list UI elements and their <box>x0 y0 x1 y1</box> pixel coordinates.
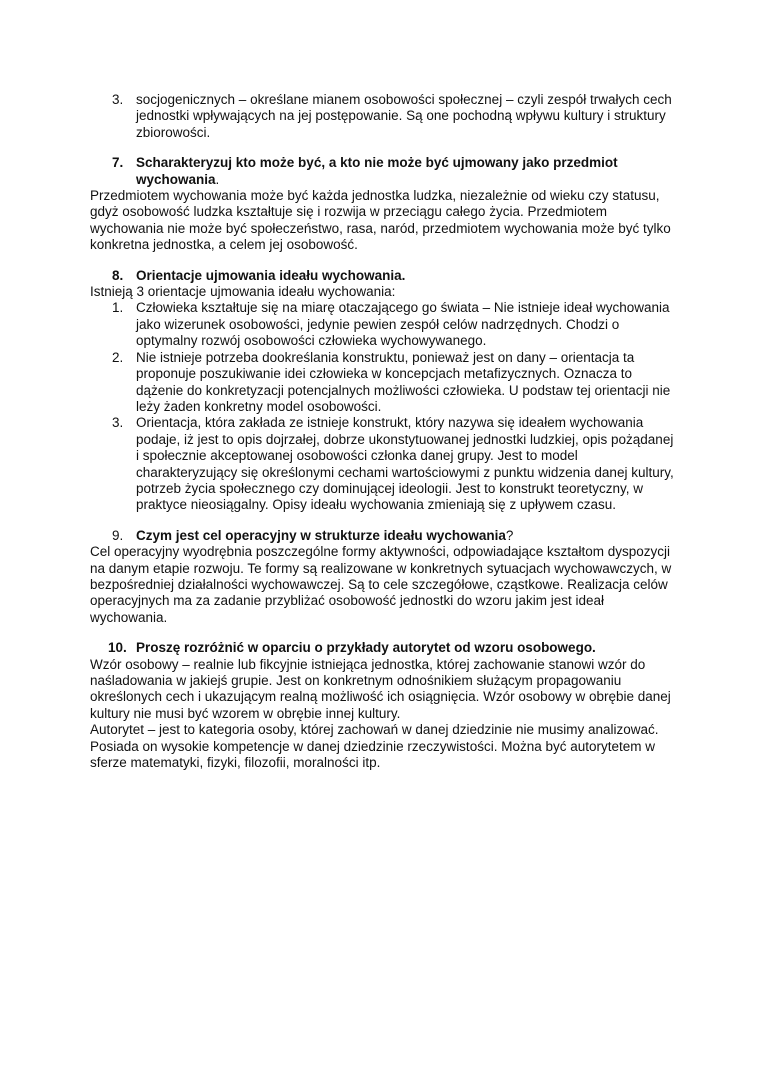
question-9-body: Cel operacyjny wyodrębnia poszczególne formy aktywności, odpowiadające kształtom dyspozycji na danym etapie rozwoju. Te formy są realizowane w konkretnych sytuacjach wychowawczych, w bezpośredniej działalności wychowawczej. Są to cele szczegółowe, cząstkowe. Realizacja celów operacyjnych ma za zadanie przybliżać osobowość jednostki do wzoru jakim jest ideał wychowania. <box>90 544 672 625</box>
question-title: Proszę rozróżnić w oparciu o przykłady autorytet od wzoru osobowego. <box>136 640 596 656</box>
list-item-text: Człowieka kształtuje się na miarę otaczającego go świata – Nie istnieje ideał wychowania jako wizerunek osobowości, jedynie pewien zespół celów nadrzędnych. Chodzi o optymalny rozwój osobowości człowieka wychowywanego. <box>136 300 670 349</box>
question-number: 7. <box>112 155 124 171</box>
list-number: 3. <box>112 415 124 431</box>
list-item-text: Orientacja, która zakłada ze istnieje konstrukt, który nazywa się ideałem wychowania podaje, iż jest to opis dojrzałej, dobrze ukonstytuowanej jednostki ludzkiej, opis pożądanej i społecznie akceptowanej osobowości członka danej grupy. Jest to model charakteryzujący się określonymi cechami wartościowymi z punktu widzenia danej kultury, potrzeb życia społecznego czy dominującej ideologii. Jest to konstrukt teoretyczny, w praktyce nieosiągalny. Opisy ideału wychowania zmieniają się z upływem czasu. <box>136 415 674 513</box>
list-number: 2. <box>112 349 124 365</box>
document-text <box>90 92 680 771</box>
question-7-heading <box>90 155 680 188</box>
list-item-3 <box>90 92 680 141</box>
question-7-body: Przedmiotem wychowania może być każda jednostka ludzka, niezależnie od wieku czy statusu, gdyż osobowość ludzka kształtuje się i rozwija w przeciągu całego życia. Przedmiotem wychowania nie może być społeczeństwo, rasa, naród, przedmiotem wychowania może być tylko konkretna jednostka, a celem jej osobowość. <box>90 188 671 253</box>
question-10-heading <box>90 640 680 656</box>
question-number: 8. <box>112 267 124 283</box>
question-number: 9. <box>112 527 124 543</box>
question-8-intro: Istnieją 3 orientacje ujmowania ideału wychowania: <box>90 284 396 300</box>
question-number: 10. <box>108 640 127 656</box>
question-9-heading <box>90 528 680 544</box>
question-title: Orientacje ujmowania ideału wychowania. <box>136 267 406 283</box>
question-title-end: ? <box>505 527 514 543</box>
list-item <box>90 300 680 349</box>
question-8-heading <box>90 268 680 284</box>
question-10-body-1: Wzór osobowy – realnie lub fikcyjnie istniejąca jednostka, której zachowanie stanowi wzór do naśladowania w jakiejś grupie. Jest on konkretnym odnośnikiem służącym propagowaniu określonych cech i ukazującym realną możliwość ich osiągnięcia. Wzór osobowy w obrębie danej kultury nie musi być wzorem w obrębie innej kultury. <box>90 656 671 721</box>
list-item <box>90 415 680 513</box>
list-number: 1. <box>112 300 124 316</box>
list-number: 3. <box>112 92 124 107</box>
question-title-end: . <box>215 171 220 187</box>
question-10-body-2: Autorytet – jest to kategoria osoby, której zachowań w danej dziedzinie nie musimy analizować. Posiada on wysokie kompetencje w danej dziedzinie rzeczywistości. Można być autorytetem w sferze matematyki, fizyki, filozofii, moralności itp. <box>90 722 659 771</box>
list-item-text: socjogenicznych – określane mianem osobowości społecznej – czyli zespół trwałych cech jednostki wpływających na jej postępowanie. Są one pochodną wpływu kultury i struktury zbiorowości. <box>136 92 672 140</box>
question-title: Scharakteryzuj kto może być, a kto nie może być ujmowany jako przedmiot wychowania <box>136 155 618 187</box>
list-item <box>90 350 680 416</box>
question-title: Czym jest cel operacyjny w strukturze ideału wychowania <box>136 527 506 543</box>
list-item-text: Nie istnieje potrzeba dookreślania konstruktu, ponieważ jest on dany – orientacja ta proponuje poszukiwanie idei człowieka w koncepcjach metafizycznych. Oznacza to dążenie do konkretyzacji potencjalnych możliwości człowieka. U podstaw tej orientacji nie leży żaden konkretny model osobowości. <box>136 349 671 414</box>
